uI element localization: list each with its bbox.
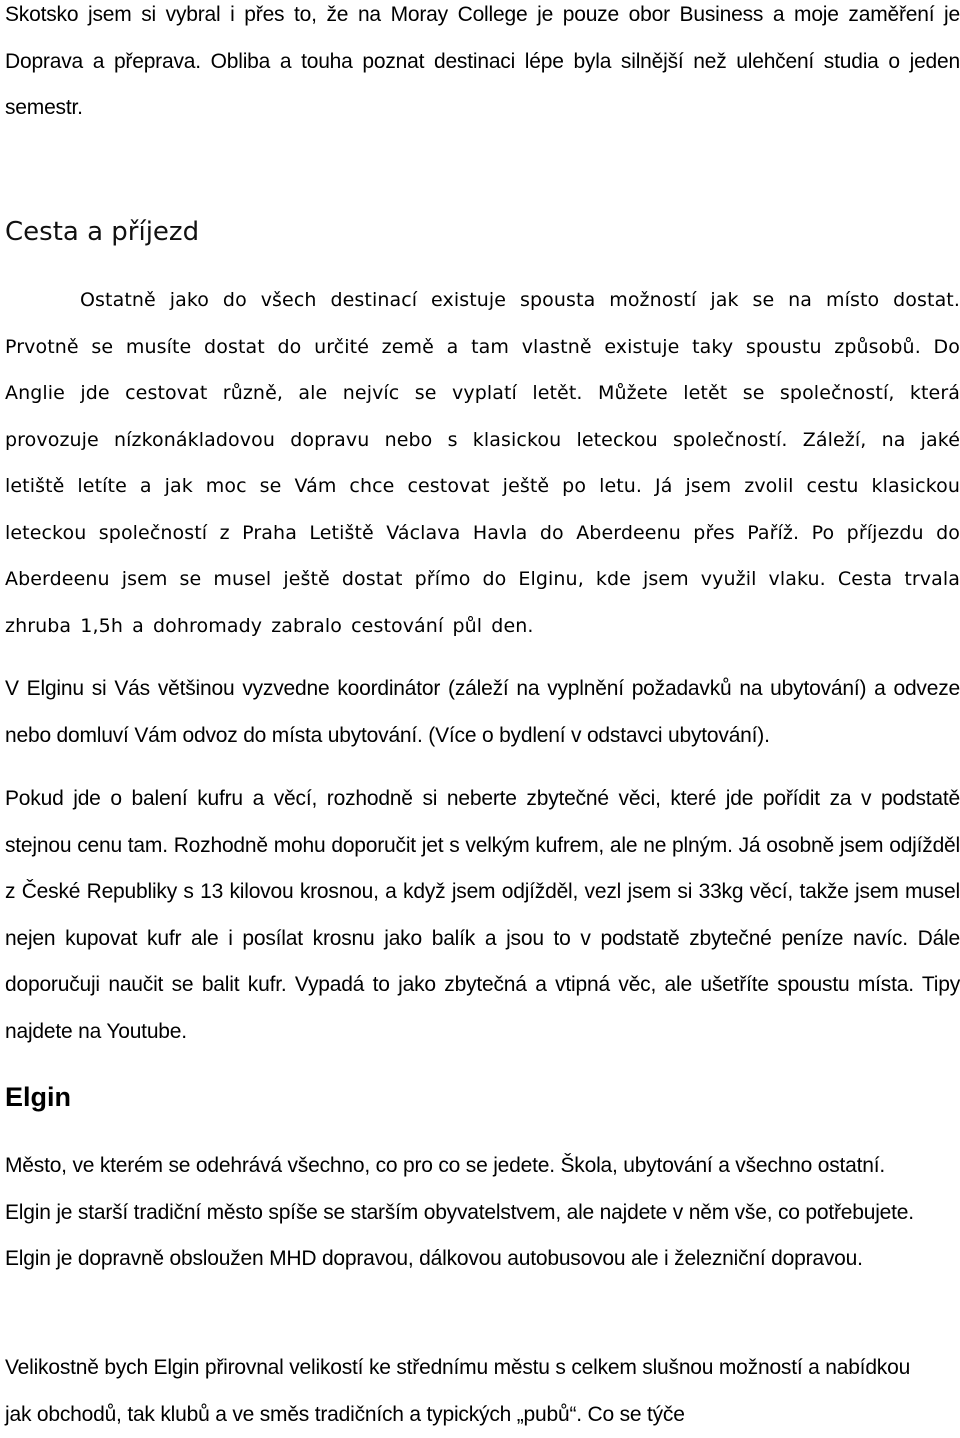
cesta-paragraph-1: Ostatně jako do všech destinací existuje spousta možností jak se na místo dostat. Prvotně se musíte dostat do určité země a tam vlastně existuje taky spoustu způsobů. Do Anglie jde cestovat různě, ale nejvíc se vyplatí letět. Můžete letět se společností, která provozuje nízkonákladovou dopravu nebo s klasickou leteckou společností. Záleží, na jaké letiště letíte a jak moc se Vám chce cestovat ještě po letu. Já jsem zvolil cestu klasickou leteckou společností z Praha Letiště Václava Havla do Aberdeenu přes Paříž. Po příjezdu do Aberdeenu jsem se musel ještě dostat přímo do Elginu, kde jsem využil vlaku. Cesta trvala zhruba 1,5h a dohromady zabralo cestování půl den. [5, 289, 960, 637]
elgin-paragraph-1: Město, ve kterém se odehrává všechno, co pro co se jedete. Škola, ubytování a všechno ostatní. Elgin je starší tradiční město spíše se starším obyvatelstvem, ale najdete v něm vše, co potřebujete. Elgin je dopravně obsloužen MHD dopravou, dálkovou autobusovou ale i železniční dopravou. [5, 1154, 914, 1270]
heading-elgin: Elgin [5, 1082, 71, 1112]
cesta-paragraph-3: Pokud jde o balení kufru a věcí, rozhodně si neberte zbytečné věci, které jde pořídit za v podstatě stejnou cenu tam. Rozhodně mohu doporučit jet s velkým kufrem, ale ne plným. Já osobně jsem odjížděl z České Republiky s 13 kilovou krosnou, a když jsem odjížděl, vezl jsem si 33kg věcí, takže jsem musel nejen kupovat kufr ale i posílat krosnu jako balík a jsou to v podstatě zbytečné peníze navíc. Dále doporučuji naučit se balit kufr. Vypadá to jako zbytečná a vtipná věc, ale ušetříte spoustu místa. Tipy najdete na Youtube. [5, 787, 960, 1043]
cesta-paragraph-2: V Elginu si Vás většinou vyzvedne koordinátor (záleží na vyplnění požadavků na ubytování) a odveze nebo domluví Vám odvoz do místa ubytování. (Více o bydlení v odstavci ubytování). [5, 677, 960, 747]
heading-cesta-a-prijezd: Cesta a příjezd [5, 217, 200, 247]
intro-paragraph: Skotsko jsem si vybral i přes to, že na Moray College je pouze obor Business a moje zaměření je Doprava a přeprava. Obliba a touha poznat destinaci lépe byla silnější než ulehčení studia o jeden semestr. [5, 3, 960, 119]
elgin-paragraph-2: Velikostně bych Elgin přirovnal velikostí ke střednímu městu s celkem slušnou možností a nabídkou jak obchodů, tak klubů a ve směs tradičních a typických „pubů“. Co se týče [5, 1356, 911, 1426]
